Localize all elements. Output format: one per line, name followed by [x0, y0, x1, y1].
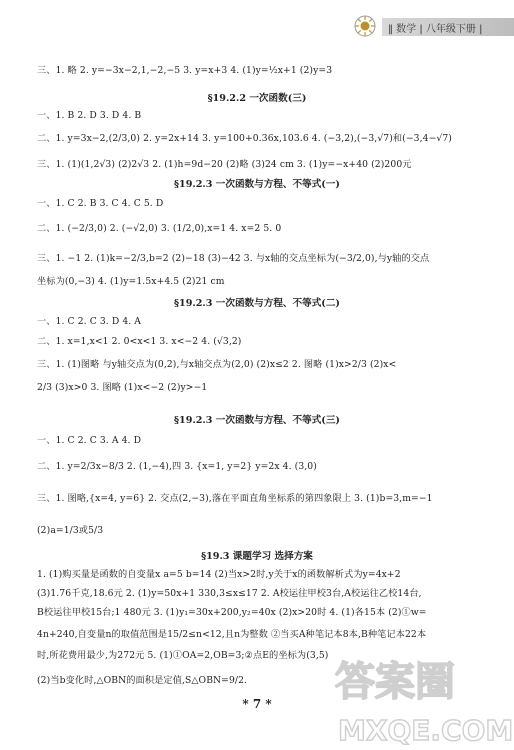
- watermark-logo: [330, 640, 514, 750]
- answer-line: (2)a=1/3或5/3: [37, 525, 104, 536]
- page-header: [336, 14, 514, 44]
- answer-line: 三、1. 图略,{x=4, y=6} 2. 交点(2,−3),落在平面直角坐标系的第四象限上 3. (1)b=3,m=−1: [37, 493, 433, 504]
- answer-line: 三、1. −1 2. (1)k=−2/3,b=2 (2)−18 (3)−42 3. 与x轴的交点坐标为(−3/2,0),与y轴的交点: [37, 253, 430, 264]
- answer-line: 一、1. C 2. C 3. A 4. D: [37, 435, 142, 446]
- section-title: §19.2.2 一次函数(三): [207, 93, 307, 104]
- answer-line: 三、1. (1)(1,2√3) (2)2√3 2. (1)h=9d−20 (2)略 (3)24 cm 3. (1)y=−x+40 (2)200元: [37, 159, 412, 170]
- answer-line: 2/3 (3)x>0 3. 图略 (1)x<−2 (2)y>−1: [37, 382, 208, 393]
- watermark-text-bottom: MXQE.COM: [338, 714, 514, 747]
- answer-line: (2)当b变化时,△OBN的面积是定值,S△OBN=9/2.: [37, 675, 248, 686]
- section-title: §19.2.3 一次函数与方程、不等式(一): [174, 179, 340, 190]
- answer-line: 坐标为(0,−3) 4. (1)y=1.5x+4.5 (2)21 cm: [37, 276, 225, 287]
- answer-line: 时,所花费用最少,为272元 5. (1)①OA=2,OB=3;②点E的坐标为(3,5): [37, 650, 329, 661]
- section-title: §19.2.3 一次函数与方程、不等式(二): [174, 298, 340, 309]
- answer-line: 一、1. C 2. B 3. C 4. C 5. D: [37, 198, 164, 209]
- answer-line: 二、1. y=2/3x−8/3 2. (1,−4),四 3. {x=1, y=2} y=2x 4. (3,0): [37, 461, 317, 472]
- answer-line: 4n+240,自变量n的取值范围是15/2≤n<12,且n为整数 ②当买A种笔记本8本,B种笔记本22本: [37, 629, 427, 640]
- watermark-text-top: 答案圈: [335, 659, 455, 705]
- answer-line: 一、1. B 2. D 3. D 4. B: [37, 110, 142, 121]
- page-number: * 7 *: [242, 697, 272, 711]
- answer-line: 二、1. (−2/3,0) 2. (−√2,0) 3. (1/2,0),x=1 4. x=2 5. 0: [37, 223, 282, 234]
- answer-line: 1. (1)购买量是函数的自变量x a=5 b=14 (2)当x>2时,y关于x的函数解析式为y=4x+2: [37, 569, 401, 580]
- answer-line: 三、1. 略 2. y=−3x−2,1,−2,−5 3. y=x+3 4. (1)y=½x+1 (2)y=3: [37, 65, 333, 76]
- answer-line: (3)1.76千克,18.6元 2. (1)y=50x+1 330,3≤x≤17 2. A校运往甲校3台,A校运往乙校14台,: [37, 588, 422, 599]
- answer-line: B校运往甲校15台;1 480元 3. (1)y₁=30x+200,y₂=40x (2)x>20时 4. (1)各15本 (2)①w=: [37, 607, 427, 618]
- answer-line: 二、1. y=3x−2,(2/3,0) 2. y=2x+14 3. y=100+0.36x,103.6 4. (−3,2),(−3,√7)和(−3,4−√7): [37, 133, 452, 144]
- answer-line: 一、1. C 2. C 3. D 4. A: [37, 316, 142, 327]
- section-title: §19.3 课题学习 选择方案: [201, 551, 313, 562]
- header-text: ‖ 数学 | 八年级下册 |: [388, 24, 483, 35]
- sunflower-logo-icon: [354, 15, 376, 37]
- answer-line: 三、1. (1)图略 与y轴交点为(0,2),与x轴交点为(2,0) (2)x≤2 2. 图略 (1)x>2/3 (2)x<: [37, 359, 397, 370]
- section-title: §19.2.3 一次函数与方程、不等式(三): [174, 415, 340, 426]
- answer-line: 二、1. x=1,x<1 2. 0<x<1 3. x<−2 4. (√3,2): [37, 336, 242, 347]
